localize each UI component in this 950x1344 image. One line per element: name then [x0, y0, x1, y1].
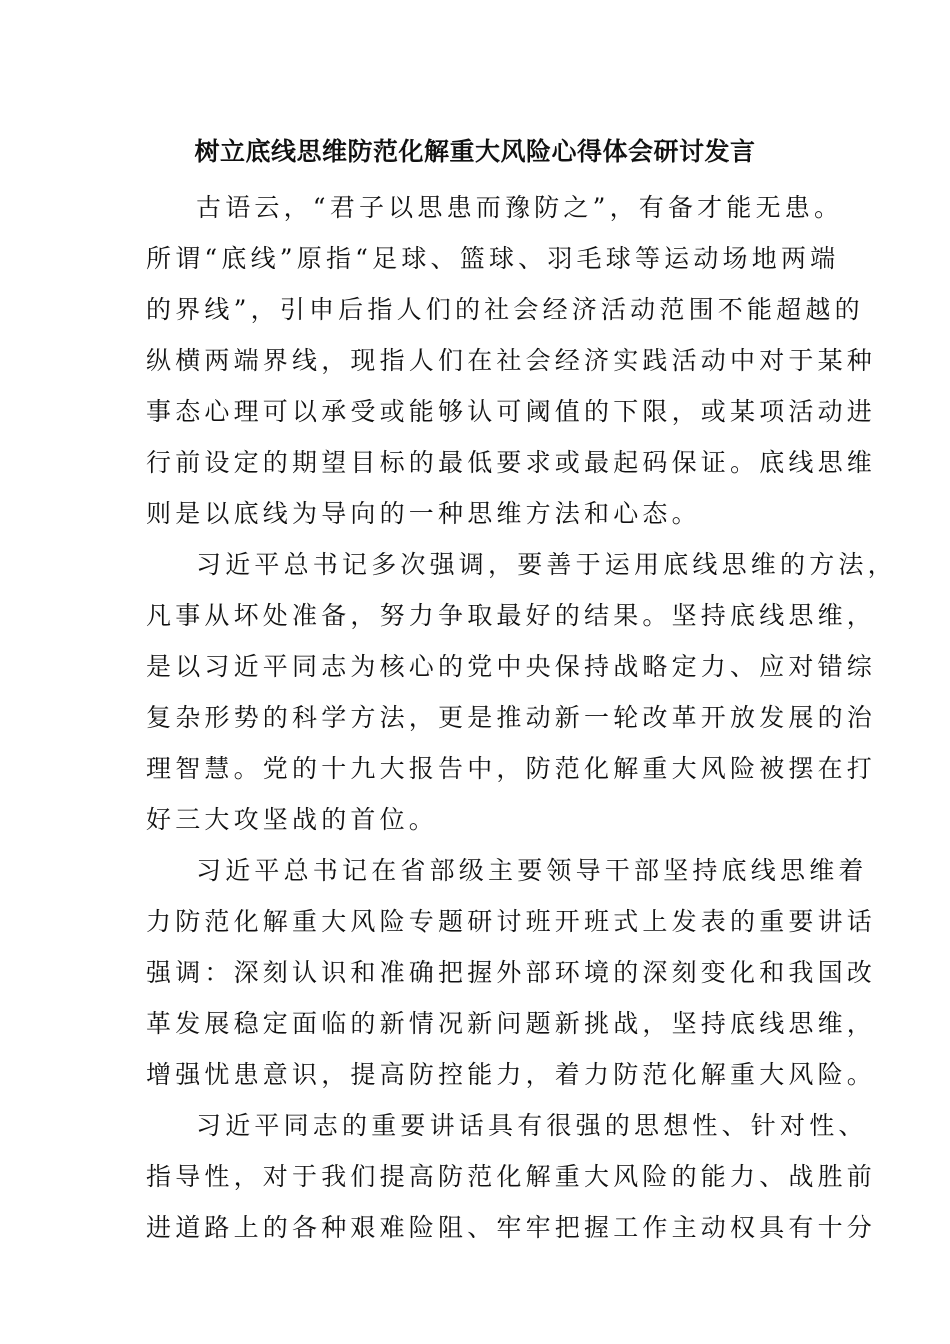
paragraph-line: 古语云，“君子以思患而豫防之”，有备才能无患。: [196, 193, 844, 222]
paragraph-line: 所谓“底线”原指“足球、篮球、羽毛球等运动场地两端: [146, 244, 840, 273]
paragraph-line: 进道路上的各种艰难险阻、牢牢把握工作主动权具有十分: [146, 1213, 877, 1242]
paragraph-line: 凡事从坏处准备，努力争取最好的结果。坚持底线思维，: [146, 601, 877, 630]
paragraph-line: 理智慧。党的十九大报告中，防范化解重大风险被摆在打: [146, 754, 877, 783]
paragraph-line: 事态心理可以承受或能够认可阈值的下限，或某项活动进: [146, 397, 877, 426]
paragraph-line: 行前设定的期望目标的最低要求或最起码保证。底线思维: [146, 448, 877, 477]
document-title: 树立底线思维防范化解重大风险心得体会研讨发言: [194, 137, 756, 166]
paragraph-line: 革发展稳定面临的新情况新问题新挑战，坚持底线思维，: [146, 1009, 877, 1038]
paragraph-line: 的界线”，引申后指人们的社会经济活动范围不能超越的: [146, 295, 864, 324]
paragraph-line: 好三大攻坚战的首位。: [146, 805, 439, 834]
paragraph-line: 则是以底线为导向的一种思维方法和心态。: [146, 499, 701, 528]
paragraph-line: 纵横两端界线，现指人们在社会经济实践活动中对于某种: [146, 346, 877, 375]
paragraph-line: 习近平总书记多次强调，要善于运用底线思维的方法，: [196, 550, 897, 579]
paragraph-line: 力防范化解重大风险专题研讨班开班式上发表的重要讲话: [146, 907, 877, 936]
paragraph-line: 习近平总书记在省部级主要领导干部坚持底线思维着: [196, 856, 868, 885]
paragraph-line: 指导性，对于我们提高防范化解重大风险的能力、战胜前: [146, 1162, 877, 1191]
paragraph-line: 复杂形势的科学方法，更是推动新一轮改革开放发展的治: [146, 703, 877, 732]
paragraph-line: 习近平同志的重要讲话具有很强的思想性、针对性、: [196, 1111, 868, 1140]
paragraph-line: 增强忧患意识，提高防控能力，着力防范化解重大风险。: [146, 1060, 877, 1089]
paragraph-line: 是以习近平同志为核心的党中央保持战略定力、应对错综: [146, 652, 877, 681]
paragraph-line: 强调：深刻认识和准确把握外部环境的深刻变化和我国改: [146, 958, 877, 987]
